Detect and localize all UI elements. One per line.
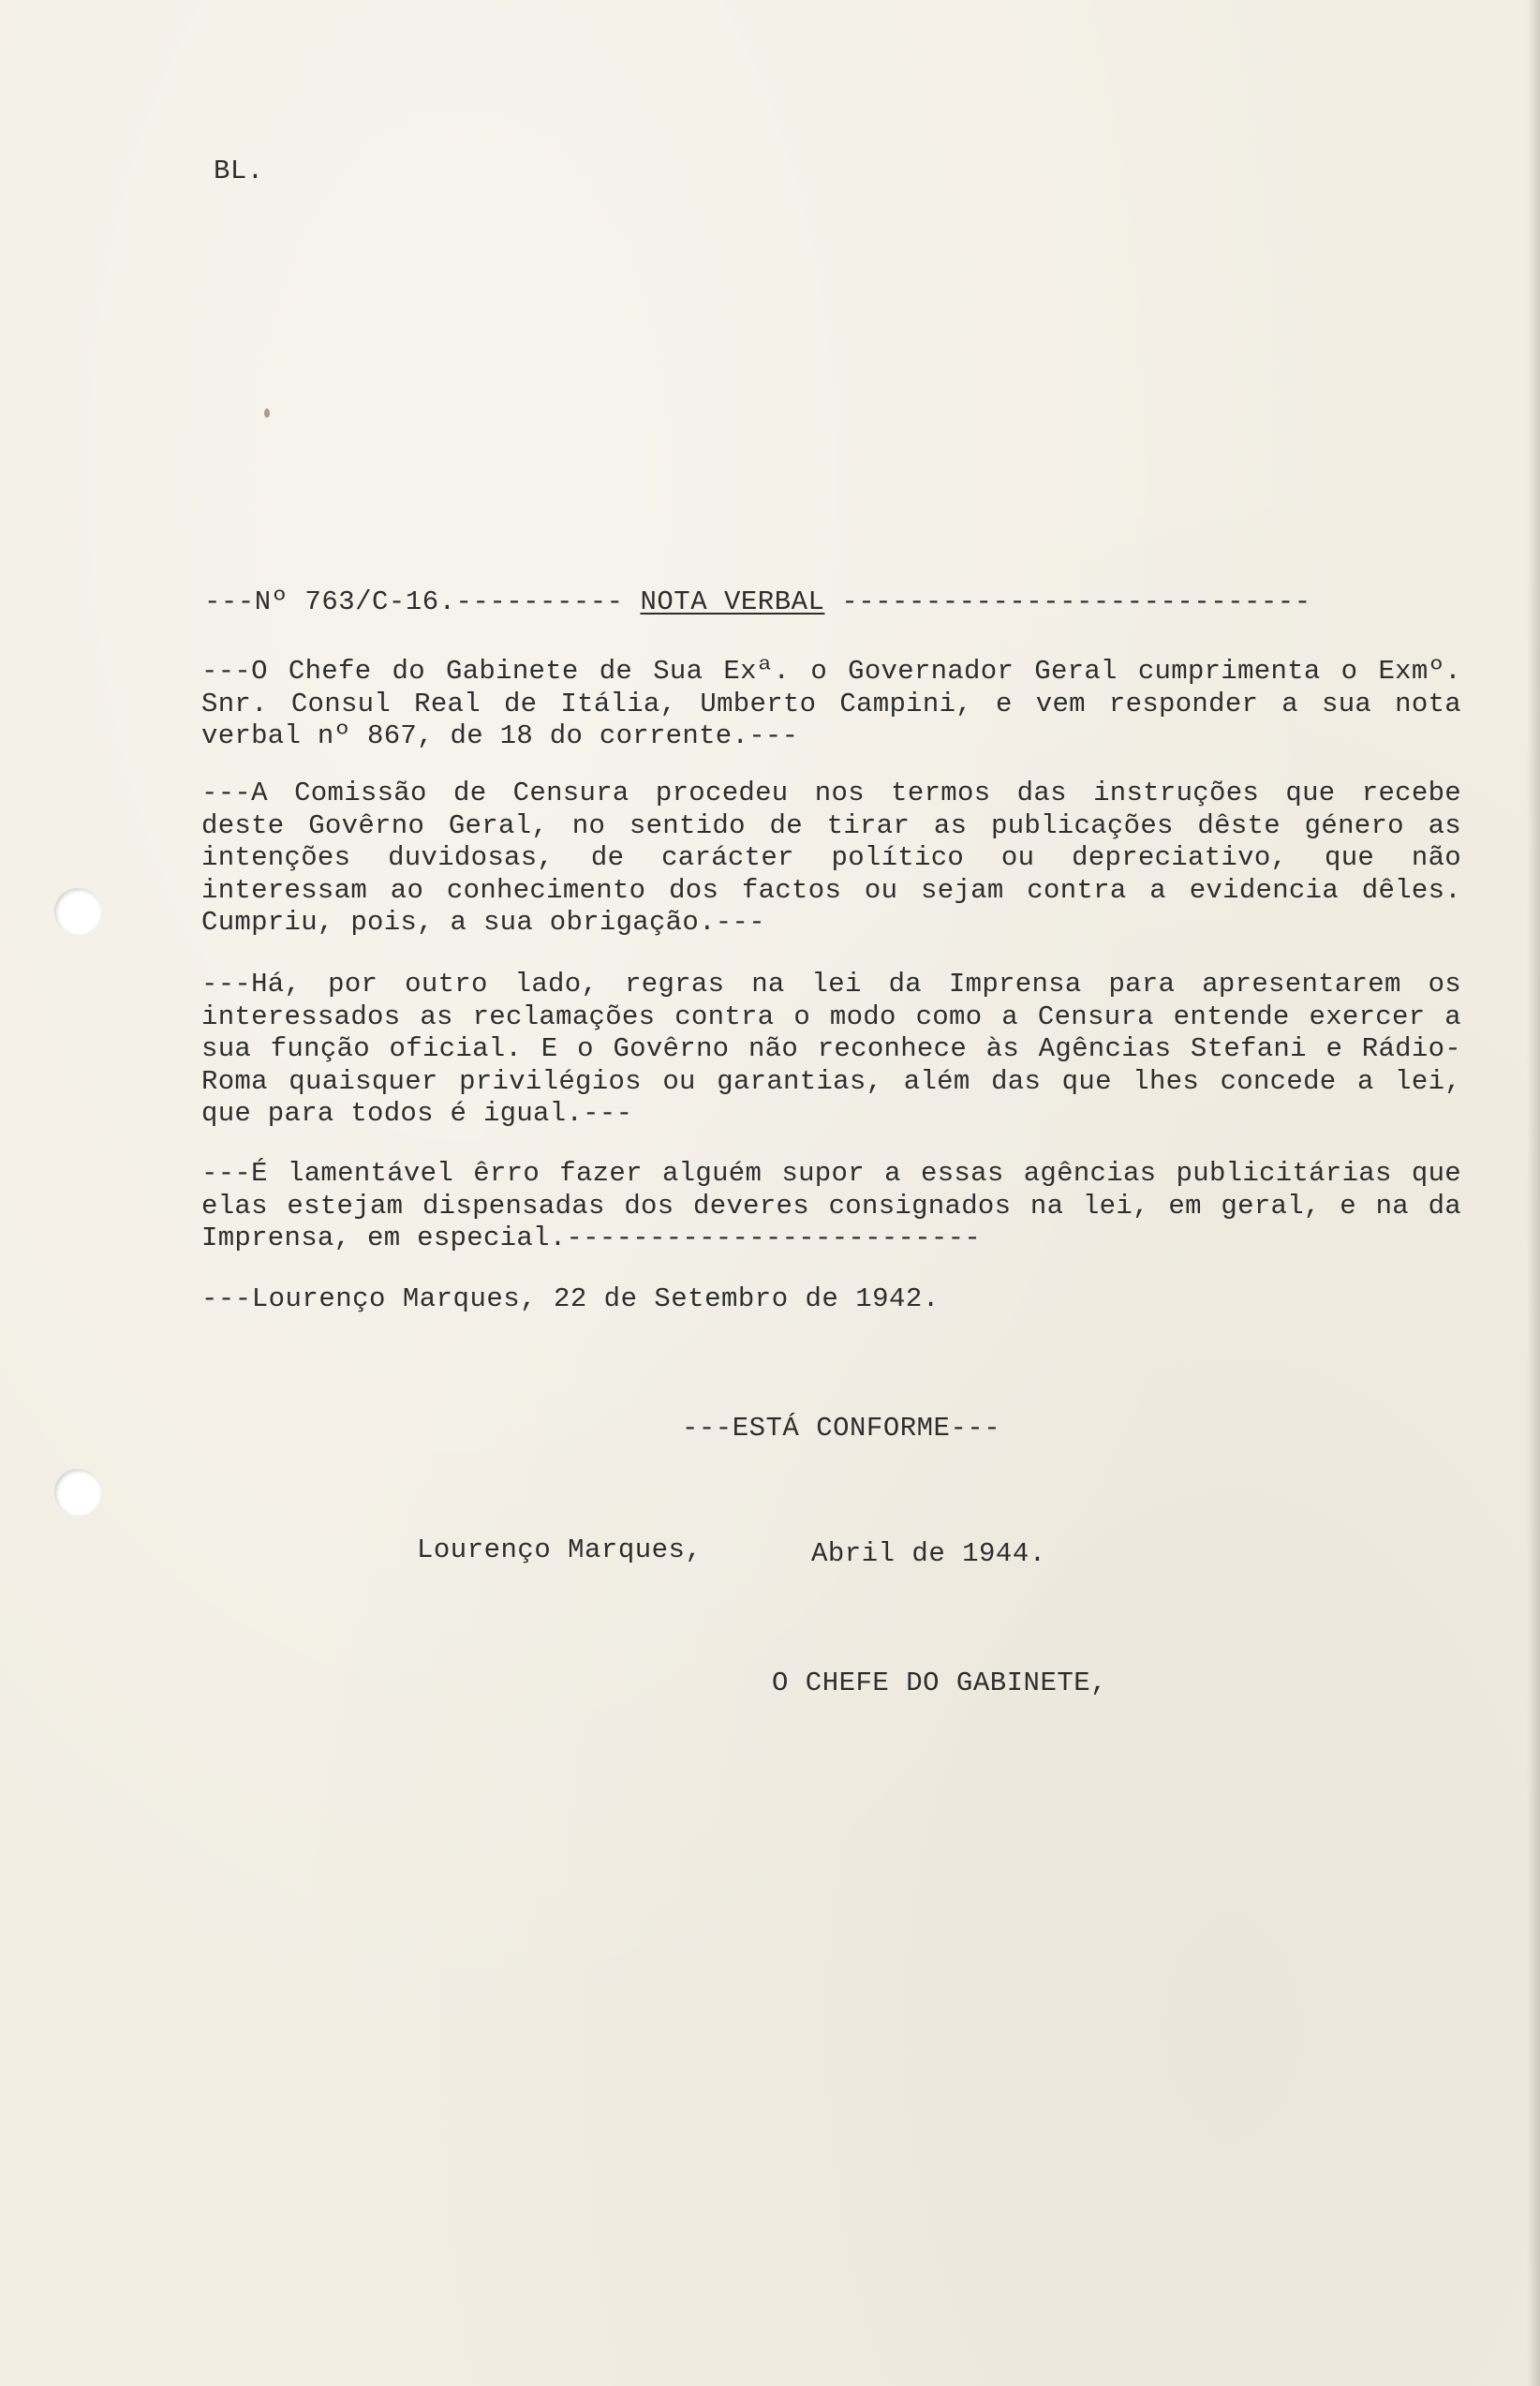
footer-date: Abril de 1944. bbox=[811, 1538, 1046, 1569]
punch-hole-bottom bbox=[54, 1469, 101, 1516]
paragraph-agencies-duties: ---É lamentável êrro fazer alguém supor a essas agências publicitárias que elas estejam dispensadas dos deveres consignados na lei, em geral, e na da Imprensa, em especial.------------------------- bbox=[201, 1158, 1461, 1253]
document-title: NOTA VERBAL bbox=[640, 586, 825, 617]
paragraph-press-law: ---Há, por outro lado, regras na lei da Imprensa para apresentarem os interessados as reclamações contra o modo como a Censura entende exercer a sua função oficial. E o Govêrno não reconhece às Agências Stefani e Rádio-Roma quaisquer privilégios ou garantias, além das que lhes concede a lei, que para todos é igual.--- bbox=[201, 969, 1461, 1129]
paper-speck bbox=[264, 408, 270, 418]
place-and-date: ---Lourenço Marques, 22 de Setembro de 1942. bbox=[201, 1283, 940, 1314]
header-trailing-dashes: ---------------------------- bbox=[841, 586, 1311, 617]
document-header bbox=[204, 586, 1311, 618]
page-edge-shadow bbox=[1527, 0, 1540, 2386]
paragraph-censorship-commission: ---A Comissão de Censura procedeu nos termos das instruções que recebe deste Govêrno Geral, no sentido de tirar as publicações dêste género as intenções duvidosas, de carácter político ou depreciativo, que não interessam ao conhecimento dos factos ou sejam contra a evidencia dêles. Cumpriu, pois, a sua obrigação.--- bbox=[201, 778, 1461, 938]
paragraph-greeting: ---O Chefe do Gabinete de Sua Exª. o Governador Geral cumprimenta o Exmº. Snr. Consul Real de Itália, Umberto Campini, e vem responder a sua nota verbal nº 867, de 18 do corrente.--- bbox=[201, 656, 1461, 751]
note-number: ---Nº 763/C-16.---------- bbox=[204, 586, 624, 617]
conformity-statement: ---ESTÁ CONFORME--- bbox=[682, 1413, 1001, 1444]
punch-hole-top bbox=[54, 888, 101, 935]
signature-title: O CHEFE DO GABINETE, bbox=[772, 1667, 1108, 1698]
document-initials: BL. bbox=[214, 156, 264, 186]
footer-place: Lourenço Marques, bbox=[417, 1534, 703, 1565]
